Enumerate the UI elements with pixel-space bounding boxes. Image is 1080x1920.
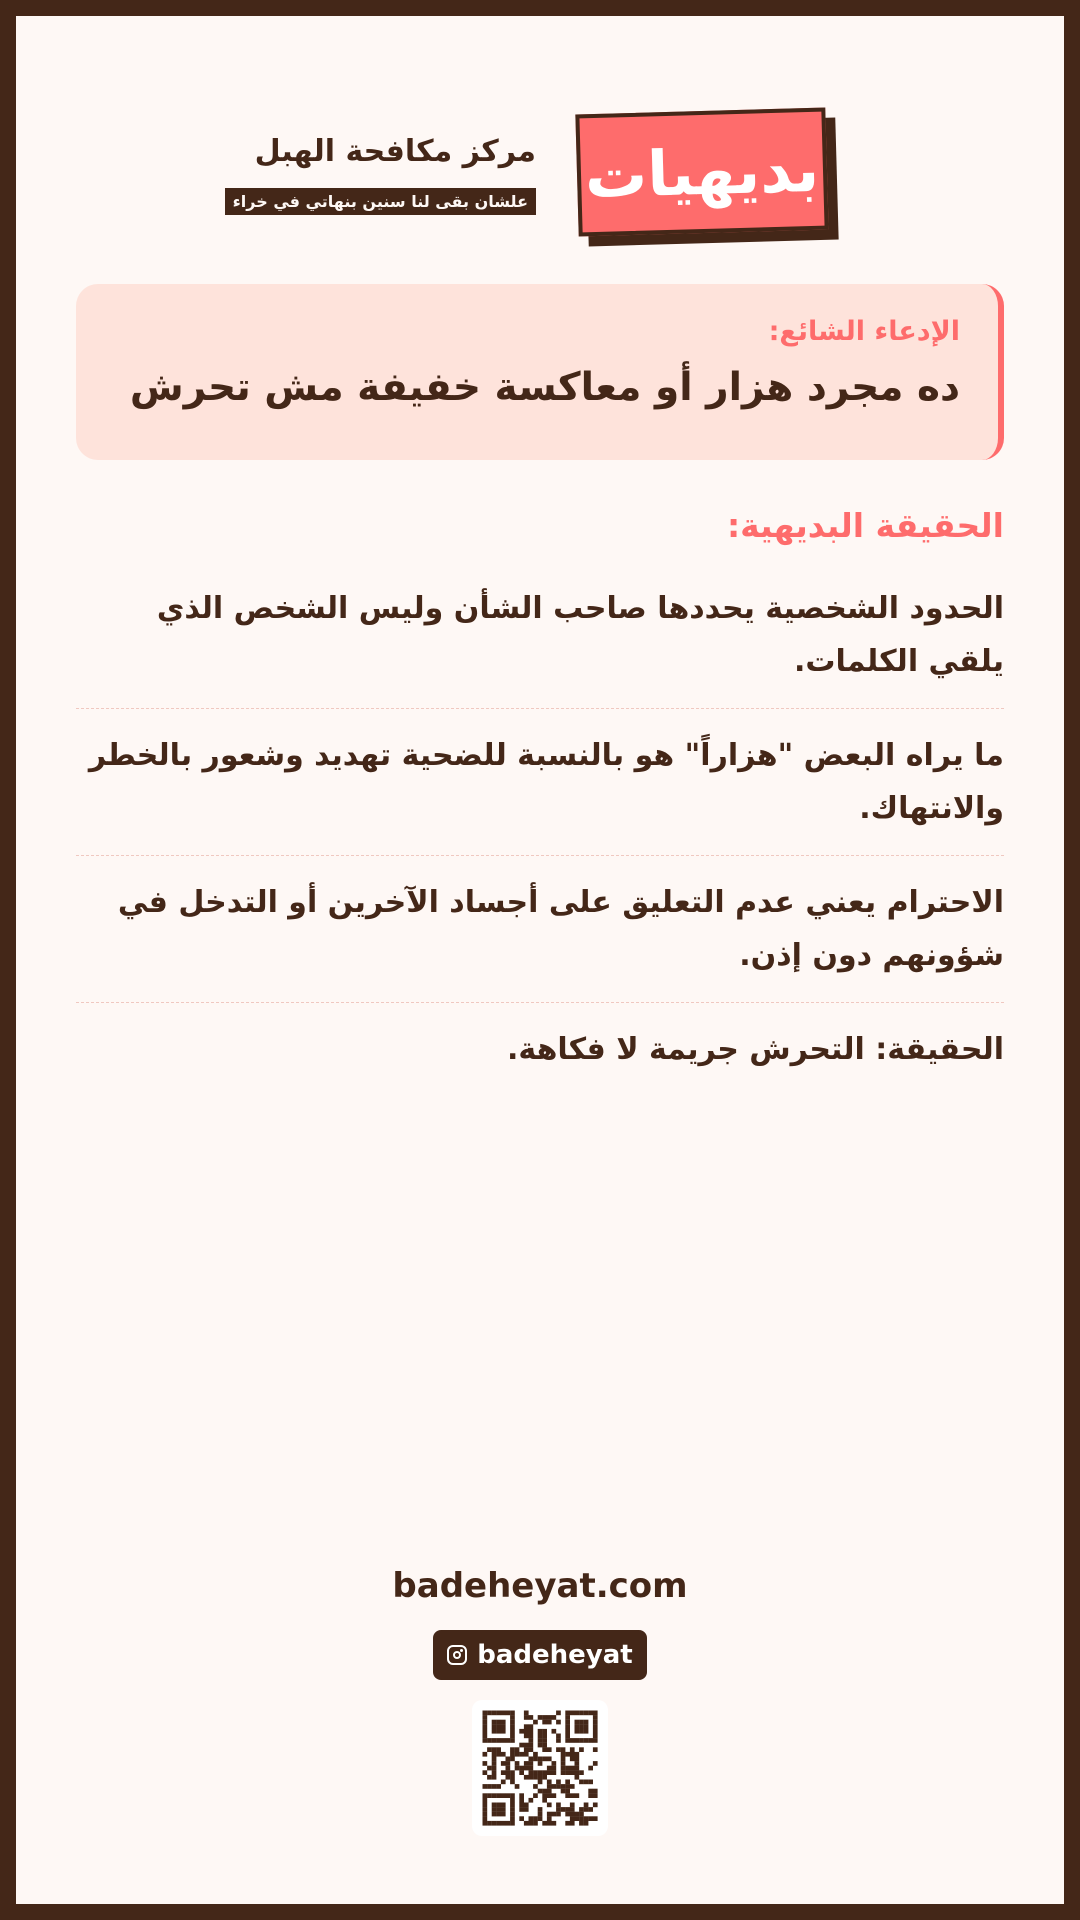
- logo-box: [575, 108, 828, 237]
- claim-text: ده مجرد هزار أو معاكسة خفيفة مش تحرش: [129, 365, 960, 410]
- truth-heading: الحقيقة البديهية:: [726, 506, 1004, 545]
- truth-item: الحدود الشخصية يحددها صاحب الشأن وليس الشخص الذي يلقي الكلمات.: [76, 572, 1004, 709]
- truth-item: ما يراه البعض "هزاراً" هو بالنسبة للضحية تهديد وشعور بالخطر والانتهاك.: [76, 709, 1004, 856]
- org-tagline: علشان بقى لنا سنين بنهاتي في خراء: [225, 188, 536, 215]
- card: [16, 16, 1064, 1904]
- logo: [577, 111, 839, 243]
- instagram-badge[interactable]: [433, 1630, 646, 1680]
- org-name: مركز مكافحة الهبل: [254, 134, 536, 169]
- footer: [16, 1564, 1064, 1836]
- website-link[interactable]: badeheyat.com: [392, 1566, 688, 1606]
- qr-code-icon: [472, 1700, 608, 1836]
- claim-label: الإدعاء الشائع:: [768, 316, 960, 347]
- header: [16, 96, 1064, 256]
- qr-code[interactable]: [472, 1700, 608, 1836]
- instagram-handle: badeheyat: [477, 1640, 633, 1670]
- instagram-icon: [447, 1645, 467, 1665]
- truth-item: الحقيقة: التحرش جريمة لا فكاهة.: [507, 1032, 1004, 1067]
- truth-item: الاحترام يعني عدم التعليق على أجساد الآخرين أو التدخل في شؤونهم دون إذن.: [76, 856, 1004, 1003]
- truth-list: [76, 572, 1004, 1096]
- logo-text: بديهيات: [583, 132, 821, 212]
- claim-box: [76, 284, 1004, 460]
